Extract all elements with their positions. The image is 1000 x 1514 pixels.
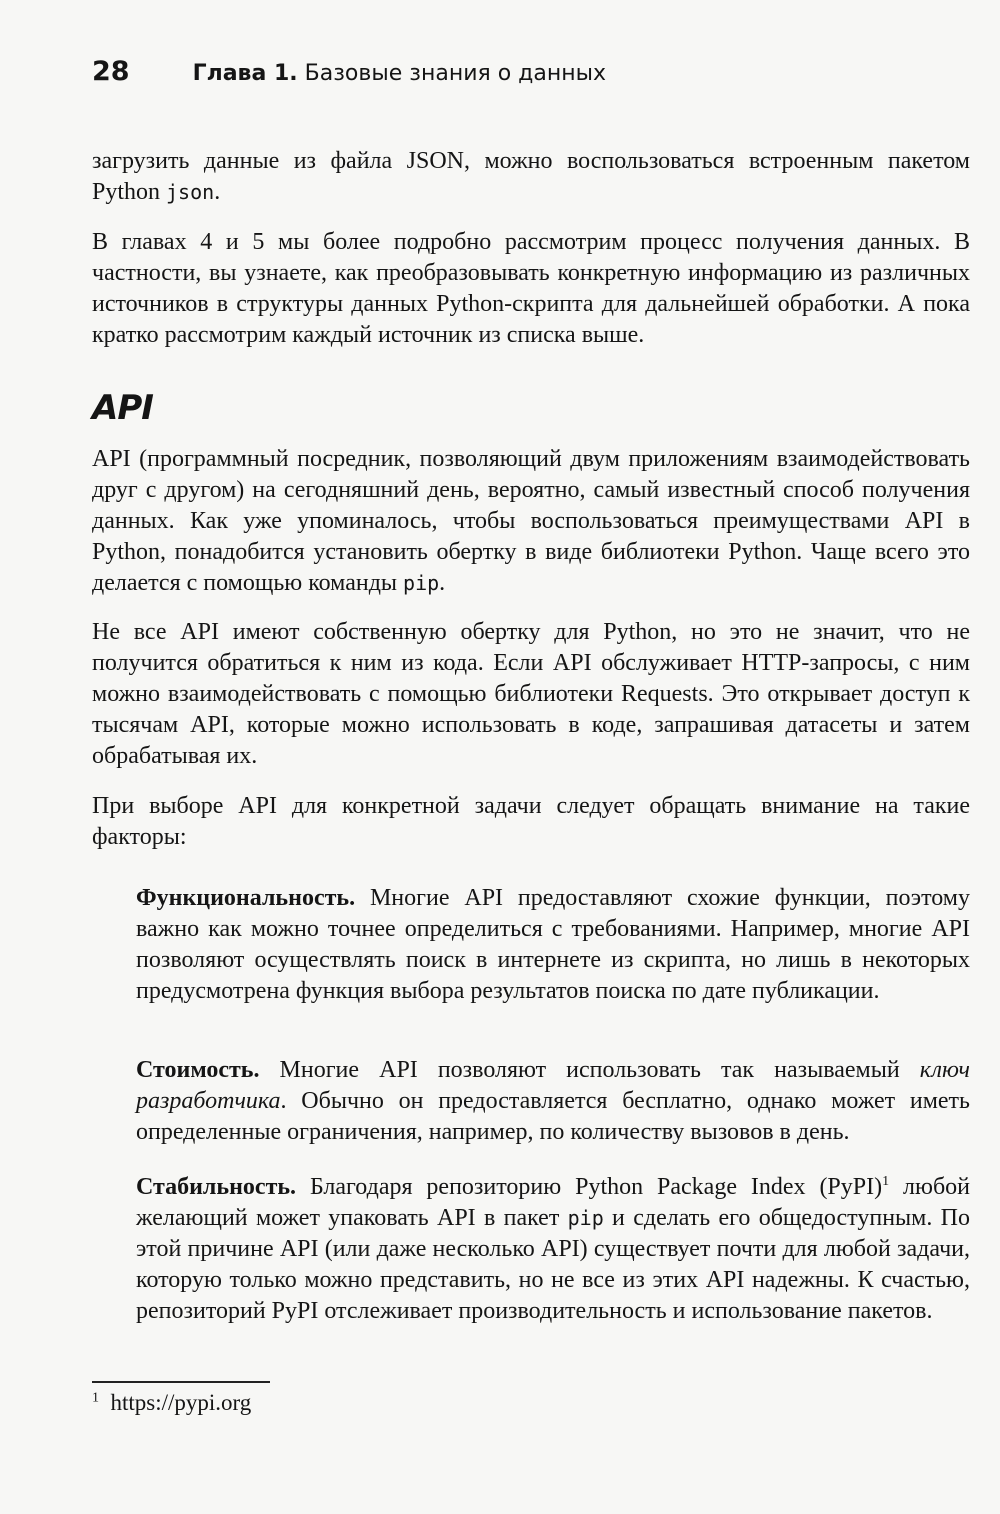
factor-functionality-text: Многие API предоставляют схожие функции, поэтому важно как можно точнее определиться с требованиями. Например, многие API позволяют осуществлять поиск в интернете из скрипта, но лишь в некоторых предусмотрена функция выбора результатов поиска по дате публикации.	[136, 885, 970, 1004]
intro-paragraph-2	[92, 227, 970, 351]
factor-stability-term: Стабильность.	[136, 1174, 297, 1200]
api-p2-text: Не все API имеют собственную обертку для Python, но это не значит, что не получится обратиться к ним из кода. Если API обслуживает HTTP-запросы, с ним можно взаимодействовать с помощью библиотеки Requests. Это открывает доступ к тысячам API, которые можно использовать в коде, запрашивая датасеты и затем обрабатывая их.	[92, 619, 970, 769]
api-p1-text: API (программный посредник, позволяющий двум приложениям взаимодействовать друг с другом) на сегодняшний день, вероятно, самый известный способ получения данных. Как уже упоминалось, чтобы воспользоваться преимуществами API в Python, понадобится установить обертку в виде библиотеки Python. Чаще всего это делается с помощью команды	[92, 446, 970, 596]
api-paragraph-3	[92, 791, 970, 853]
factor-cost-italic: ключ разработчика	[136, 1057, 970, 1114]
api-p1-end: .	[439, 570, 446, 596]
intro-paragraph-1	[92, 146, 970, 208]
api-paragraph-1	[92, 444, 970, 599]
intro-p1-text: загрузить данные из файла JSON, можно воспользоваться встроенным пакетом Python	[92, 148, 970, 205]
factor-functionality-term: Функциональность.	[136, 885, 356, 911]
section-heading-api: API	[92, 388, 153, 428]
page-number: 28	[92, 56, 130, 87]
factor-stability-text-a: Благодаря репозиторию Python Package Index (PyPI)	[296, 1174, 883, 1200]
footnote-reference[interactable]: 1	[882, 1174, 890, 1189]
chapter-label: Глава 1.	[192, 61, 298, 86]
api-p3-text: При выборе API для конкретной задачи следует обращать внимание на такие факторы:	[92, 793, 970, 850]
running-head	[92, 56, 606, 87]
footnote	[92, 1390, 251, 1416]
factor-cost-text-b: . Обычно он предоставляется бесплатно, однако может иметь определенные ограничения, например, по количеству вызовов в день.	[136, 1088, 970, 1145]
footnote-link[interactable]: https://pypi.org	[110, 1390, 252, 1415]
footnote-divider	[92, 1381, 270, 1383]
factor-cost-term: Стоимость.	[136, 1057, 260, 1083]
api-paragraph-2	[92, 617, 970, 772]
factor-stability-text-b: любой желающий может упаковать API в пакет	[136, 1174, 970, 1231]
factor-cost-text-a: Многие API позволяют использовать так называемый	[259, 1057, 920, 1083]
inline-code-pip-2: pip	[567, 1206, 604, 1230]
inline-code-json: json	[166, 180, 215, 204]
factor-stability-text-c: и сделать его общедоступным. По этой причине API (или даже несколько API) существует почти для любой задачи, которую только можно представить, но не все из этих API надежны. К счастью, репозиторий PyPI отслеживает производительность и использование пакетов.	[136, 1205, 970, 1324]
intro-p1-end: .	[214, 179, 221, 205]
intro-p2-text: В главах 4 и 5 мы более подробно рассмотрим процесс получения данных. В частности, вы узнаете, как преобразовывать конкретную информацию из различных источников в структуры данных Python-скрипта для дальнейшей обработки. А пока кратко рассмотрим каждый источник из списка выше.	[92, 229, 970, 348]
footnote-marker: 1	[92, 1390, 99, 1406]
inline-code-pip: pip	[403, 571, 440, 595]
chapter-title: Базовые знания о данных	[304, 61, 607, 86]
factor-cost	[136, 1055, 970, 1148]
factor-stability	[136, 1166, 970, 1327]
factor-functionality	[136, 883, 970, 1007]
